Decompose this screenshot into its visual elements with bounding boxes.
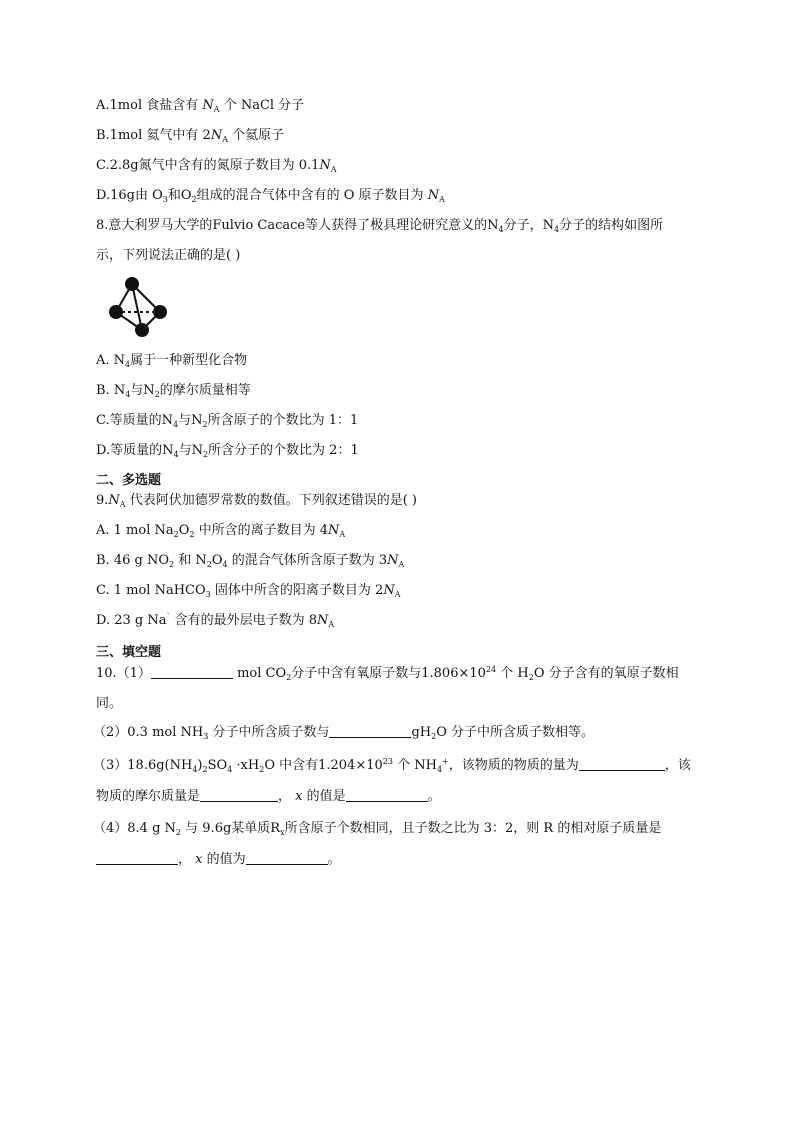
text: D.等质量的N <box>96 443 174 458</box>
q8-stem-line1 <box>96 217 663 235</box>
text: 。 <box>327 852 341 867</box>
text: ，该物质的物质的量为 <box>448 758 579 773</box>
text: 分子中含有氧原子数与1.806×10 <box>291 666 486 681</box>
text: gH <box>411 725 432 740</box>
sub: A <box>330 165 337 174</box>
answer-blank[interactable] <box>151 666 233 679</box>
answer-blank[interactable] <box>246 852 328 865</box>
sub: 2 <box>189 530 195 539</box>
text: 10.（1） <box>96 666 151 681</box>
text: 和 N <box>178 553 207 568</box>
sub: A <box>222 135 228 144</box>
answer-blank[interactable] <box>96 852 178 865</box>
sub: A <box>394 590 401 599</box>
text: 与N <box>178 443 203 458</box>
q9-option-a <box>96 522 345 540</box>
sub: A <box>328 620 335 629</box>
symbol-n: N <box>328 523 340 538</box>
text: （2）0.3 mol NH <box>93 725 204 740</box>
text: 的摩尔质量相等 <box>159 383 251 398</box>
text: O <box>178 523 190 538</box>
symbol-n: N <box>108 493 120 508</box>
q10-part1-cont: 同。 <box>96 696 123 711</box>
sub: 4 <box>498 225 504 234</box>
sub: 4 <box>436 765 443 774</box>
sub: 2 <box>168 560 175 569</box>
section-heading-multi-choice: 二、多选题 <box>96 473 162 488</box>
sub: 4 <box>227 765 233 774</box>
answer-blank[interactable] <box>329 725 411 738</box>
text: ，该 <box>664 758 691 773</box>
q10-part3-cont <box>96 788 441 806</box>
text: ) <box>197 758 203 773</box>
text: 物质的摩尔质量是 <box>96 789 201 804</box>
sub: A <box>398 560 405 569</box>
text: 的值为 <box>206 852 246 867</box>
sub: 4 <box>222 560 228 569</box>
text: ， <box>278 789 292 804</box>
text: 含有的最外层电子数为 8 <box>174 613 318 628</box>
symbol-n: N <box>317 613 329 628</box>
q7-option-d <box>96 187 445 205</box>
q10-part1 <box>96 665 679 683</box>
sub: 4 <box>192 765 198 774</box>
text: D. 23 g Na <box>96 613 167 628</box>
text: （3）18.6g(NH <box>93 758 193 773</box>
sub: 2 <box>202 765 208 774</box>
text: 与 9.6g某单质R <box>185 821 281 836</box>
text: ·xH <box>236 758 260 773</box>
text: 。 <box>427 789 441 804</box>
text: 9. <box>96 493 109 508</box>
sub: 2 <box>202 450 209 459</box>
text: mol CO <box>237 666 287 681</box>
sub: 2 <box>202 420 208 429</box>
q8-option-c <box>96 412 358 430</box>
symbol-n: N <box>210 128 223 143</box>
sub: 4 <box>125 360 131 369</box>
text: B. N <box>96 383 126 398</box>
sub: A <box>119 500 126 509</box>
text: 与N <box>178 413 203 428</box>
text: C.2.8g氮气中含有的氮原子数目为 0.1 <box>96 158 320 173</box>
q8-option-a <box>96 352 247 370</box>
text: 分子，N <box>503 218 554 233</box>
text: 个氦原子 <box>232 128 285 143</box>
text: 代表阿伏加德罗常数的数值。下列叙述错误的是( ) <box>129 493 417 508</box>
sub: 3 <box>203 732 209 741</box>
answer-blank[interactable] <box>346 789 428 802</box>
text: O 分子中所含质子数相等。 <box>436 725 595 740</box>
text: B.1mol 氦气中有 2 <box>96 128 211 143</box>
text: A. 1 mol Na <box>96 523 174 538</box>
q10-part2 <box>93 724 594 742</box>
text: C.等质量的N <box>96 413 173 428</box>
sub: 2 <box>154 390 160 399</box>
q9-option-d <box>96 612 334 630</box>
text: 个 NaCl 分子 <box>223 98 305 113</box>
sub: A <box>213 105 220 114</box>
section-heading-fill-blank: 三、填空题 <box>96 645 162 660</box>
symbol-n: N <box>383 583 395 598</box>
text: 中所含的离子数目为 4 <box>198 523 329 538</box>
q7-option-b <box>96 127 284 145</box>
answer-blank[interactable] <box>200 789 278 802</box>
q7-option-c <box>96 157 337 175</box>
text: C. 1 mol NaHCO <box>96 583 206 598</box>
q9-stem <box>96 492 417 510</box>
q8-option-d <box>96 442 359 460</box>
text: 固体中所含的阳离子数目为 2 <box>214 583 384 598</box>
text: D.16g由 O <box>96 188 163 203</box>
text: A. N <box>96 353 126 368</box>
text: 所含分子的个数比为 2：1 <box>208 443 359 458</box>
sub: 3 <box>205 590 211 599</box>
text: 分子的结构如图所 <box>559 218 664 233</box>
text: O 分子含有的氧原子数相 <box>533 666 679 681</box>
q9-option-b <box>96 552 404 570</box>
text: 所含原子个数相同，且子数之比为 3：2，则 R 的相对原子质量是 <box>284 821 662 836</box>
sub: 2 <box>431 732 437 741</box>
sub: 4 <box>553 225 560 234</box>
n4-molecule-figure <box>100 272 172 342</box>
sub: 2 <box>286 673 292 682</box>
sub: 4 <box>173 420 179 429</box>
q10-part4-cont <box>96 851 341 869</box>
sub: 4 <box>173 450 179 459</box>
text: 示，下列说法正确的是( ) <box>96 248 241 263</box>
symbol-n: N <box>319 158 331 173</box>
sub: A <box>439 195 445 204</box>
sup: ` <box>166 612 171 621</box>
sub: 3 <box>162 195 168 204</box>
sup: + <box>442 757 449 766</box>
q8-stem-line2 <box>96 247 240 265</box>
text: 所含原子的个数比为 1：1 <box>207 413 359 428</box>
q7-option-a <box>96 97 304 115</box>
text: SO <box>207 758 228 773</box>
text: 组成的混合气体中含有的 O 原子数目为 <box>196 188 424 203</box>
q10-part3 <box>93 757 691 775</box>
text: （4）8.4 g N <box>93 821 176 836</box>
text: 的值是 <box>306 789 346 804</box>
sub: 4 <box>125 390 131 399</box>
text: 8.意大利罗马大学的Fulvio Cacace等人获得了极具理论研究意义的N <box>96 218 499 233</box>
sub: 2 <box>206 560 212 569</box>
symbol-n: N <box>202 98 214 113</box>
sub: 2 <box>528 673 534 682</box>
sub: 2 <box>259 765 265 774</box>
text: 和O <box>167 188 192 203</box>
text: x <box>295 789 303 804</box>
text: A.1mol 食盐含有 <box>96 98 199 113</box>
text: 分子中所含质子数与 <box>212 725 330 740</box>
sup: 23 <box>382 757 393 766</box>
sub: A <box>339 530 346 539</box>
answer-blank[interactable] <box>579 758 665 771</box>
symbol-n: N <box>427 188 440 203</box>
symbol-n: N <box>387 553 399 568</box>
text: B. 46 g NO <box>96 553 169 568</box>
text: ， <box>178 852 192 867</box>
text: 的混合气体所含原子数为 3 <box>231 553 388 568</box>
q8-option-b <box>96 382 251 400</box>
text: 与N <box>130 383 155 398</box>
q9-option-c <box>96 582 400 600</box>
text: O 中含有1.204×10 <box>264 758 383 773</box>
sub: x <box>280 828 285 837</box>
text: x <box>195 852 203 867</box>
text: 属于一种新型化合物 <box>130 353 248 368</box>
text: 个 NH <box>397 758 437 773</box>
q10-part4 <box>93 820 661 838</box>
sup: 24 <box>485 665 497 674</box>
sub: 2 <box>173 530 179 539</box>
text: O <box>211 553 223 568</box>
sub: 2 <box>175 828 182 837</box>
text: 个 H <box>500 666 529 681</box>
sub: 2 <box>191 195 197 204</box>
